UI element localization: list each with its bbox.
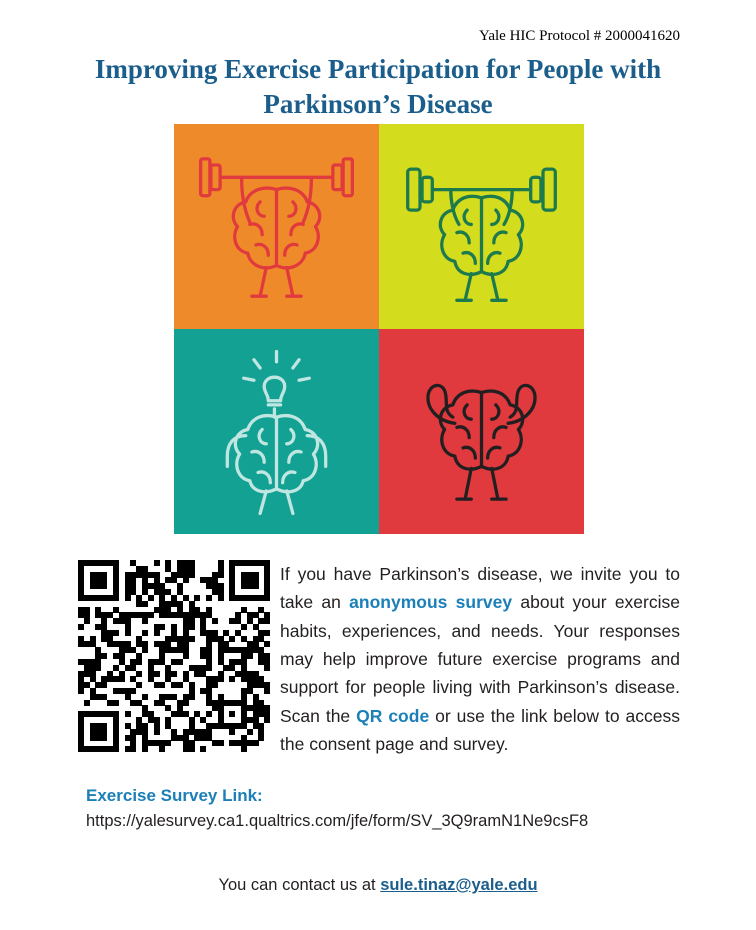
contact-email-link[interactable]: sule.tinaz@yale.edu: [380, 876, 538, 894]
paragraph-part-1: If you have Parkinson’s disease, we invite you to take an: [280, 564, 680, 613]
four-quadrant-brain-artwork: [174, 124, 584, 534]
paragraph-part-2: about your exercise habits, experiences, and needs. Your responses may help improve future exercise programs and support for people living with Parkinson’s disease. Scan the: [280, 592, 680, 726]
contact-prefix: You can contact us at: [218, 876, 381, 894]
qr-code-emphasis: QR code: [356, 705, 430, 726]
protocol-number: Yale HIC Protocol # 2000041620: [479, 28, 680, 44]
survey-link-label: Exercise Survey Link:: [86, 786, 263, 805]
brain-lightbulb-idea-icon: [174, 329, 379, 534]
panel-brain-flexing-muscles: [379, 329, 584, 534]
panel-brain-barbell-press: [379, 124, 584, 329]
survey-link-url[interactable]: https://yalesurvey.ca1.qualtrics.com/jfe/form/SV_3Q9ramN1Ne9csF8: [86, 812, 589, 830]
page-title: Improving Exercise Participation for People with Parkinson’s Disease: [94, 54, 662, 119]
invitation-paragraph: [280, 560, 680, 758]
panel-brain-dumbbell-overhead: [174, 124, 379, 329]
brain-flexing-biceps-icon: [379, 329, 584, 534]
brain-bench-press-icon: [379, 124, 584, 329]
panel-brain-idea-lightbulb: [174, 329, 379, 534]
contact-line: [0, 876, 756, 895]
brain-lifting-barbell-icon: [174, 124, 379, 329]
paragraph-part-3: or use the link below to access the consent page and survey.: [280, 705, 680, 755]
qr-code[interactable]: [78, 560, 270, 752]
anonymous-survey-emphasis: anonymous survey: [349, 592, 513, 613]
qr-code-canvas[interactable]: [78, 560, 270, 752]
